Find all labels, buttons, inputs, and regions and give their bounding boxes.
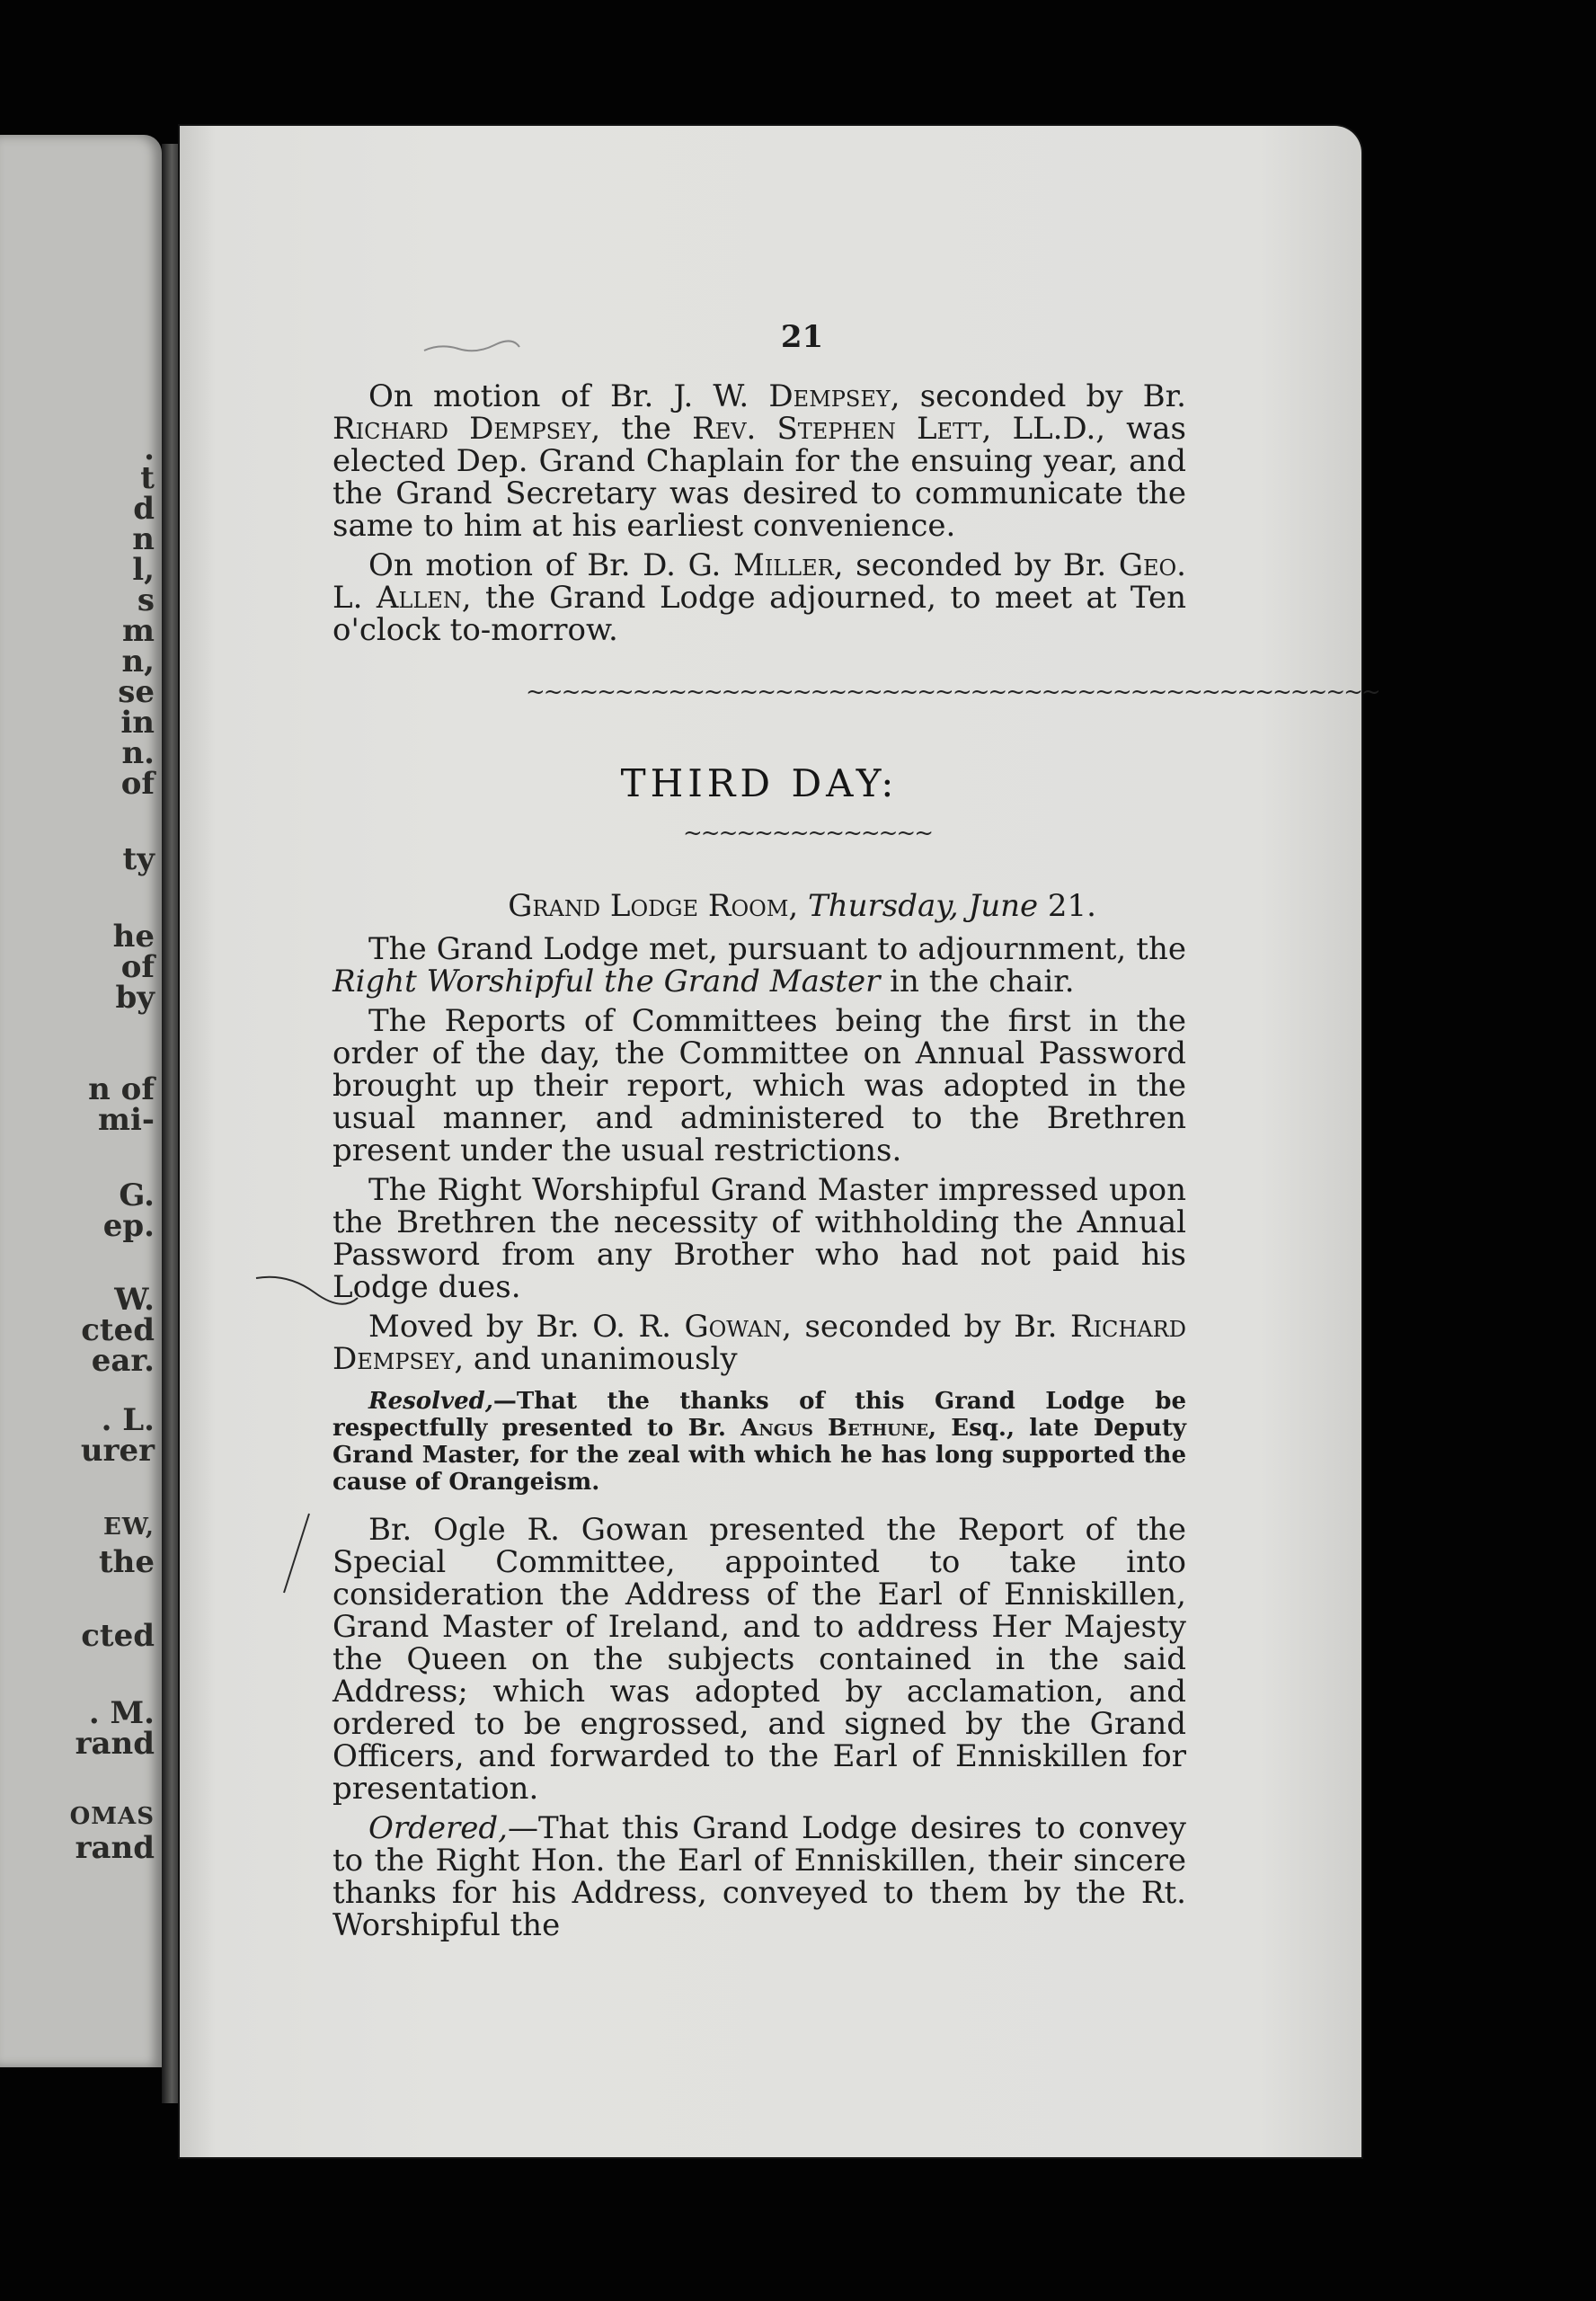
pen-mark [279,1510,315,1600]
page-number: 21 [780,319,824,355]
dateline [332,888,1186,924]
margin-fragment: rand [75,1726,155,1762]
margin-fragment: G. [119,1177,155,1213]
margin-fragment: in [120,705,155,741]
margin-fragment: the [98,1544,155,1580]
name-smallcaps: Angus Bethune [740,1415,929,1442]
text-run: , LL.D., was elected Dep. Grand Chaplain for the ensuing year, and the Grand Secretary was desired to communicate the same to him at his earliest convenience. [332,411,1186,544]
dateline-day: Thursday, [808,888,959,924]
text-run: in the chair. [880,964,1075,999]
paragraph-password: The Right Worshipful Grand Master impressed upon the Brethren the necessity of withholding the Annual Password from any Brother who had not paid his Lodge dues. [332,1172,1186,1305]
margin-fragment: of [120,766,155,802]
paragraph-ordered [332,1812,1186,1941]
margin-fragment: l, [132,552,155,588]
margin-fragment: ep. [102,1208,155,1244]
name-smallcaps: Gowan [684,1309,783,1345]
text-run: , the [590,411,693,447]
margin-fragment: n [132,521,155,557]
margin-fragment: m [122,613,155,649]
paragraph-met [332,933,1186,998]
margin-fragment: . [144,431,155,467]
text-run: Moved by Br. O. R. [368,1309,685,1345]
margin-fragment: s [137,582,155,618]
margin-fragment: he [112,919,155,955]
wavy-rule: ~~~~~~~~~~~~~~~~~~~~~~~~~~~~~~~~~~~~~~~~~~~~~~~~ [526,679,1379,706]
text-run: The Grand Lodge met, pursuant to adjournment, the [368,931,1186,967]
text-run: On motion of Br. J. W. [368,378,769,414]
name-smallcaps: Miller [732,547,834,583]
dateline-place: Grand Lodge Room, [508,888,799,924]
margin-fragment: . M. [88,1695,155,1731]
margin-fragment: mi- [97,1102,155,1138]
margin-fragment: ty [122,841,155,877]
margin-fragment: rand [75,1830,155,1866]
margin-fragment: W. [114,1282,155,1318]
margin-fragment: n. [121,735,155,771]
name-smallcaps: Geo. L. Allen [332,547,1186,616]
resolution-text [332,1388,1186,1496]
margin-fragment: urer [80,1433,155,1469]
paragraph-moved [332,1310,1186,1375]
margin-fragment: n of [88,1071,155,1107]
name-smallcaps: Dempsey [768,378,891,414]
wavy-rule-short: ~~~~~~~~~~~~~~ [683,820,932,847]
paragraph-motion-adjourn [332,549,1186,646]
text-run: , seconded by Br. [890,378,1186,414]
paragraph-reports: The Reports of Committees being the first in the order of the day, the Committee on Annual Password brought up their report, which was adopted in the usual manner, and administered to the Brethren present under the usual restrictions. [332,1003,1186,1168]
margin-fragment: EW, [102,1514,155,1541]
text-run: , the Grand Lodge adjourned, to meet at Ten o'clock to-morrow. [332,580,1186,648]
text-italic: Ordered, [368,1810,508,1846]
margin-fragment: OMAS [69,1803,155,1830]
margin-fragment: by [115,980,155,1016]
margin-fragment: cted [81,1312,155,1348]
margin-fragment: d [133,491,155,527]
margin-fragment: t [140,460,155,496]
name-smallcaps: Richard Dempsey [332,1309,1186,1377]
section-heading: THIRD DAY: [620,761,899,805]
previous-page-edge [0,135,162,2067]
text-run: On motion of Br. D. G. [368,547,733,583]
margin-fragment: . L. [101,1402,155,1438]
dateline-month: June [968,888,1039,924]
dateline-date: 21. [1047,888,1096,924]
text-run: —That the thanks of this Grand Lodge be respectfully presented to Br. [332,1388,1186,1442]
text-italic: Resolved, [368,1388,493,1415]
text-run: —That this Grand Lodge desires to convey to the Right Hon. the Earl of Enniskillen, their sincere thanks for his Address, conveyed to them by the Rt. Worshipful the [332,1810,1186,1943]
text-run: , seconded by Br. [833,547,1119,583]
paragraph-motion-chaplain [332,380,1186,542]
name-smallcaps: Richard Dempsey [332,411,591,447]
margin-fragment: ear. [91,1343,155,1379]
text-italic: Right Worshipful the Grand Master [332,964,881,999]
margin-fragment: n, [121,644,155,680]
book-page [180,126,1379,2157]
name-smallcaps: Rev. Stephen Lett [692,411,982,447]
book-gutter [162,144,182,2103]
margin-fragment: of [120,949,155,985]
margin-fragment: cted [81,1618,155,1654]
margin-fragment: se [118,674,155,710]
pen-mark [252,1267,359,1321]
page-text [332,319,1379,1943]
paragraph-special-committee: Br. Ogle R. Gowan presented the Report of the Special Committee, appointed to take into consideration the Address of the Earl of Enniskillen, Grand Master of Ireland, and to address Her Majesty the Queen on the subjects contained in the said Address; which was adopted by acclamation, and ordered to be engrossed, and signed by the Grand Officers, and forwarded to the Earl of Enniskillen for presentation. [332,1512,1186,1807]
text-run: , seconded by Br. [782,1309,1070,1345]
text-run: , and unanimously [454,1341,738,1377]
text-run: , Esq., late Deputy Grand Master, for the zeal with which he has long supported the cause of Orangeism. [332,1415,1186,1496]
